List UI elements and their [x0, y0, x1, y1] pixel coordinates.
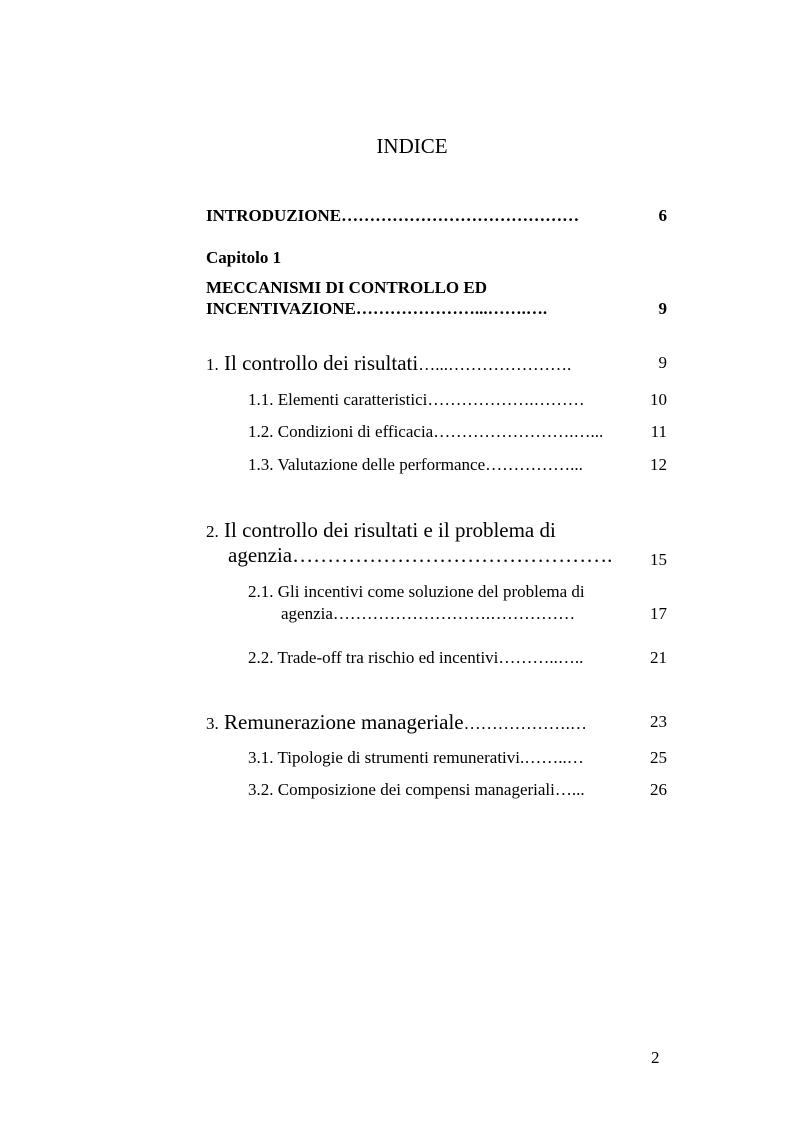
- page-number: 2: [651, 1048, 660, 1067]
- toc-section-1: [206, 351, 571, 376]
- chapter-heading: Capitolo 1: [206, 248, 282, 267]
- section-title: Il controllo dei risultati e il problema di: [218, 518, 556, 542]
- section-title: Il controllo dei risultati: [218, 351, 419, 375]
- section-leader: ……………….…: [463, 714, 587, 733]
- section-page: 15: [650, 550, 667, 569]
- toc-subsection: 1.2. Condizioni di efficacia…………………….…...: [248, 422, 604, 441]
- toc-subsection: 3.2. Composizione dei compensi manageriali…...: [248, 780, 585, 799]
- subsection-page: 26: [650, 780, 667, 799]
- toc-subsection: 2.1. Gli incentivi come soluzione del problema di: [248, 582, 585, 601]
- section-leader: …...………………….: [418, 355, 572, 374]
- subsection-page: 12: [650, 455, 667, 474]
- chapter-title-line2: INCENTIVAZIONE…………………...…….….: [206, 299, 548, 318]
- section-page: 23: [650, 712, 667, 731]
- subsection-page: 11: [650, 422, 667, 441]
- section-page: 9: [658, 353, 667, 372]
- toc-introduction: [206, 206, 579, 226]
- toc-section-2: [206, 518, 556, 543]
- toc-subsection: 3.1. Tipologie di strumenti remunerativi.……..…: [248, 748, 584, 767]
- toc-subsection: 2.2. Trade-off tra rischio ed incentivi………..…..: [248, 648, 584, 667]
- section-title-line2: agenzia……………………………………….: [228, 543, 613, 567]
- chapter-page: 9: [658, 299, 667, 318]
- page-title: INDICE: [376, 134, 448, 158]
- subsection-page: 21: [650, 648, 667, 667]
- toc-subsection: 1.3. Valutazione delle performance……………...: [248, 455, 583, 474]
- section-number: 2.: [206, 522, 219, 541]
- section-number: 1.: [206, 355, 219, 374]
- subsection-page: 17: [650, 604, 667, 623]
- subsection-page: 25: [650, 748, 667, 767]
- chapter-title-line1: MECCANISMI DI CONTROLLO ED: [206, 278, 487, 297]
- toc-subsection-line2: agenzia……………………….……………: [281, 604, 576, 623]
- section-number: 3.: [206, 714, 219, 733]
- toc-section-3: [206, 710, 587, 735]
- subsection-page: 10: [650, 390, 667, 409]
- section-title: Remunerazione manageriale: [218, 710, 464, 734]
- toc-introduction-page: 6: [658, 206, 667, 225]
- toc-subsection: 1.1. Elementi caratteristici……………….………: [248, 390, 585, 409]
- toc-introduction-label: INTRODUZIONE……………………………………: [206, 206, 580, 225]
